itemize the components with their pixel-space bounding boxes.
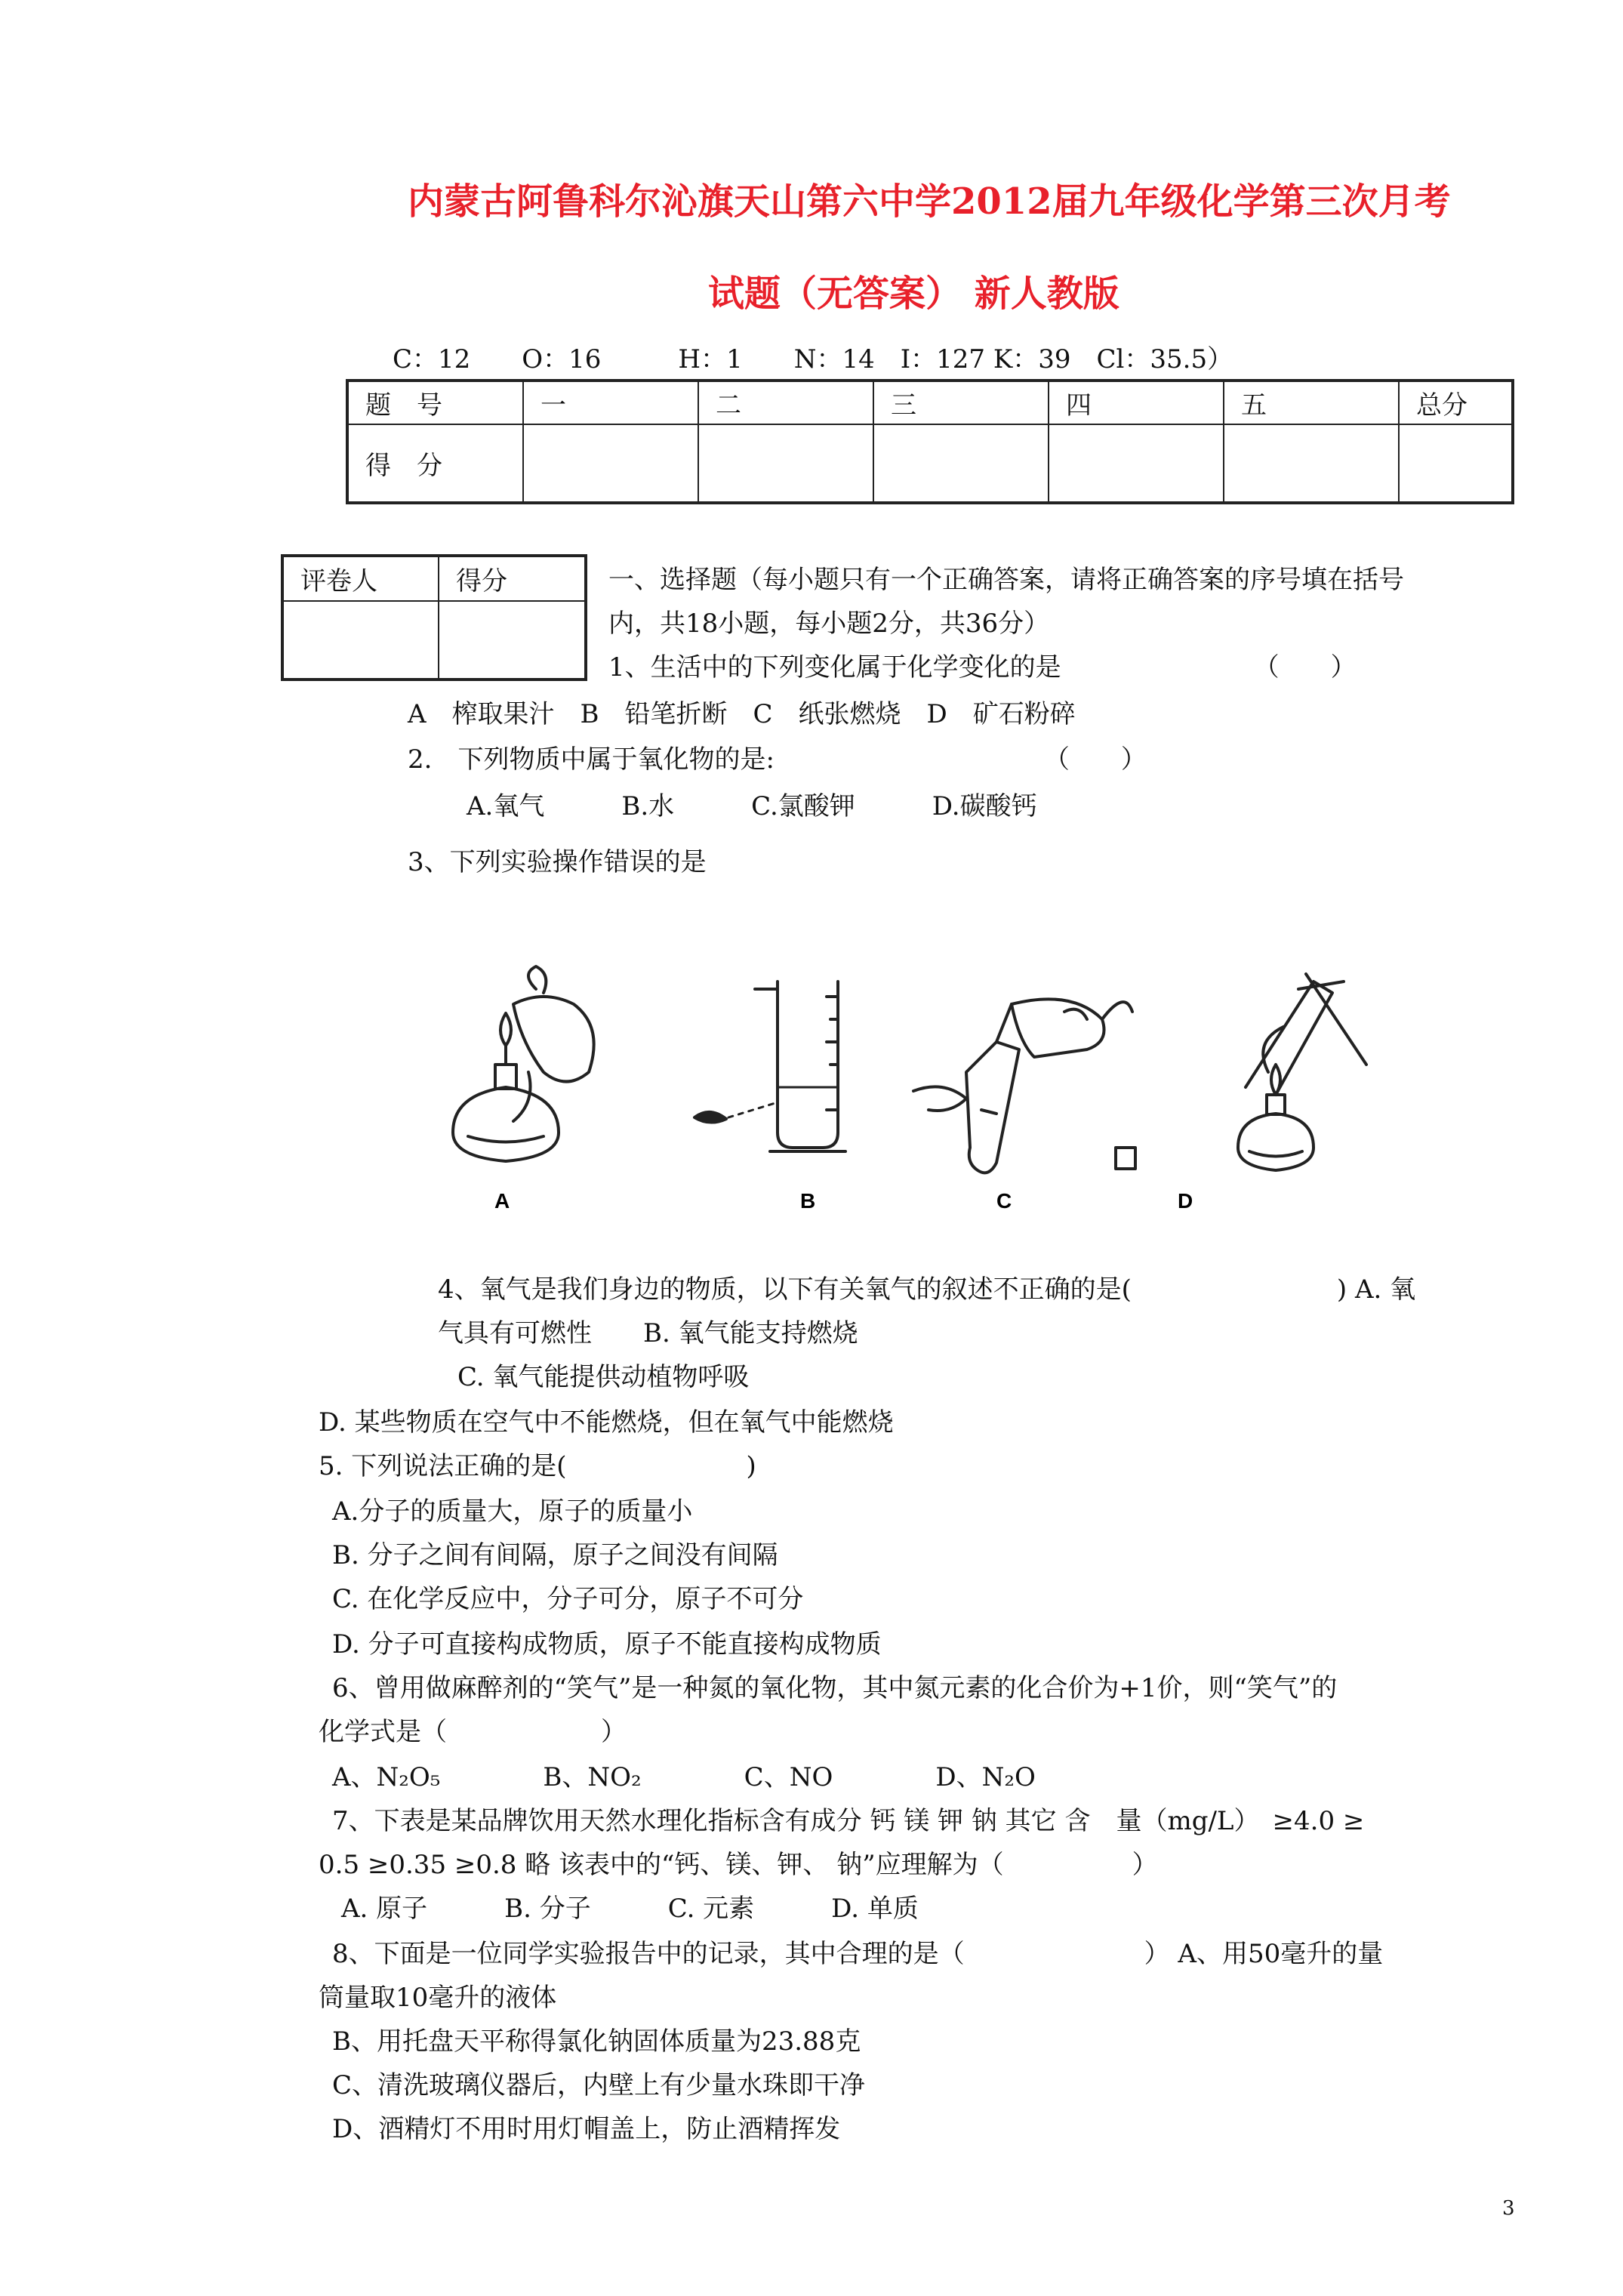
question-4: 4、氧气是我们身边的物质，以下有关氧气的叙述不正确的是( ) A. 氧 [438, 1274, 1416, 1305]
score-table [346, 379, 1514, 504]
question-1: 1、生活中的下列变化属于化学变化的是 （ ） [608, 652, 1357, 683]
question-6: 6、曾用做麻醉剂的“笑气”是一种氮的氧化物，其中氮元素的化合价为+1价，则“笑气”的 [332, 1673, 1338, 1703]
question-2: 2. 下列物质中属于氧化物的是: （ ） [408, 744, 1147, 775]
figure-label-c: C [996, 1189, 1012, 1213]
grader-table [281, 554, 587, 681]
score-table-header-label: 题 号 [347, 381, 523, 424]
question-5-option-b: B. 分子之间有间隔，原子之间没有间隔 [332, 1540, 778, 1570]
question-8-cont: 筒量取10毫升的液体 [319, 1983, 557, 2013]
figure-b-cylinder [694, 982, 845, 1151]
grader-label: 评卷人 [282, 556, 439, 601]
score-cell [698, 424, 873, 503]
figure-label-a: A [494, 1189, 510, 1213]
question-8: 8、下面是一位同学实验报告中的记录，其中合理的是（ ） A、用50毫升的量 [332, 1939, 1384, 1969]
score-cell [523, 424, 698, 503]
title-line-1: 内蒙古阿鲁科尔沁旗天山第六中学2012届九年级化学第三次月考 [408, 180, 1451, 223]
score-col-2: 二 [698, 381, 873, 424]
question-6-options: A、N₂O₅ B、NO₂ C、NO D、N₂O [332, 1762, 1036, 1792]
score-col-1: 一 [523, 381, 698, 424]
question-7-options: A. 原子 B. 分子 C. 元素 D. 单质 [341, 1894, 919, 1924]
score-table-score-label: 得 分 [347, 424, 523, 503]
question-4-option-c: C. 氧气能提供动植物呼吸 [457, 1362, 750, 1392]
page-number: 3 [1502, 2197, 1515, 2220]
grader-cell [282, 601, 439, 680]
score-cell [1399, 424, 1513, 503]
lab-operations-figure [423, 959, 1374, 1216]
question-5-option-c: C. 在化学反应中，分子可分，原子不可分 [332, 1584, 804, 1614]
question-8-option-c: C、清洗玻璃仪器后，内壁上有少量水珠即干净 [332, 2070, 866, 2100]
figure-d-heating [1238, 974, 1366, 1170]
question-2-options: A.氧气 B.水 C.氯酸钾 D.碳酸钙 [467, 791, 1037, 821]
question-8-option-d: D、酒精灯不用时用灯帽盖上，防止酒精挥发 [332, 2114, 841, 2144]
figure-label-d: D [1178, 1189, 1193, 1213]
title-line-2: 试题（无答案） 新人教版 [708, 273, 1119, 315]
question-5: 5. 下列说法正确的是( ) [319, 1451, 756, 1481]
question-8-option-b: B、用托盘天平称得氯化钠固体质量为23.88克 [332, 2026, 861, 2057]
question-7: 7、下表是某品牌饮用天然水理化指标含有成分 钙 镁 钾 钠 其它 含 量（mg/L） ≥4.0 ≥ [332, 1806, 1365, 1836]
question-4-option-d: D. 某些物质在空气中不能燃烧，但在氧气中能燃烧 [319, 1407, 894, 1438]
grader-score-label: 得分 [439, 556, 586, 601]
score-col-5: 五 [1224, 381, 1399, 424]
question-5-option-d: D. 分子可直接构成物质，原子不能直接构成物质 [332, 1629, 882, 1660]
score-cell [873, 424, 1049, 503]
grader-cell [439, 601, 586, 680]
question-6-cont: 化学式是（ ） [319, 1717, 627, 1747]
score-cell [1049, 424, 1224, 503]
score-col-total: 总分 [1399, 381, 1513, 424]
question-5-option-a: A.分子的质量大，原子的质量小 [332, 1496, 693, 1527]
question-7-cont: 0.5 ≥0.35 ≥0.8 略 该表中的“钙、镁、钾、 钠”应理解为（ ） [319, 1850, 1158, 1880]
figure-c-pouring [913, 999, 1135, 1173]
score-col-3: 三 [873, 381, 1049, 424]
question-4-options-ab: 气具有可燃性 B. 氧气能支持燃烧 [438, 1318, 858, 1348]
section-1-instructions: 内，共18小题，每小题2分，共36分） [608, 609, 1050, 639]
figure-a-lamps [453, 966, 594, 1161]
figure-label-b: B [800, 1189, 816, 1213]
score-cell [1224, 424, 1399, 503]
question-1-options: A 榨取果汁 B 铅笔折断 C 纸张燃烧 D 矿石粉碎 [408, 699, 1076, 729]
section-1-heading: 一、选择题（每小题只有一个正确答案，请将正确答案的序号填在括号 [608, 565, 1404, 595]
atomic-masses: C：12 O：16 H：1 N：14 I：127 K：39 Cl：35.5） [393, 344, 1233, 374]
question-3: 3、下列实验操作错误的是 [408, 847, 707, 877]
score-col-4: 四 [1049, 381, 1224, 424]
